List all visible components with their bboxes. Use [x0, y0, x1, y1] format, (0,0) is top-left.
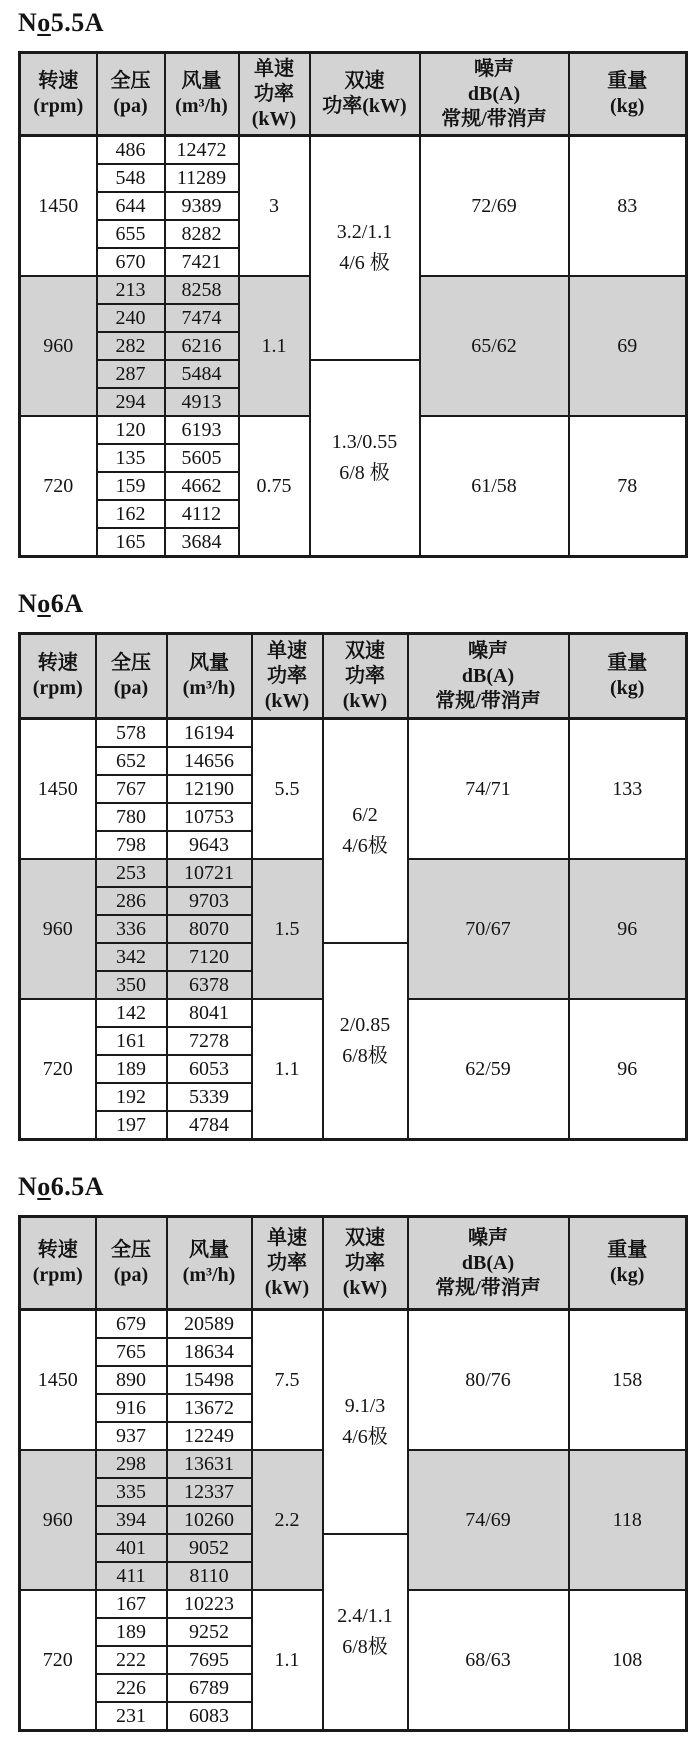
dual-power-line: 4/6极 [342, 1426, 388, 1448]
header-line: 功率(kW) [322, 95, 407, 117]
pressure-cell: 767 [96, 775, 167, 803]
title-text: N [18, 589, 38, 618]
title-text: 6A [50, 589, 84, 618]
single-power-cell: 0.75 [239, 416, 310, 557]
table-title [18, 1172, 685, 1202]
airflow-cell: 7474 [165, 304, 239, 332]
noise-cell: 70/67 [408, 859, 569, 999]
dual-power-line: 2.4/1.1 [337, 1605, 393, 1627]
pressure-cell: 197 [96, 1111, 167, 1140]
header-line: (m³/h) [175, 95, 228, 117]
single-power-cell: 1.1 [239, 276, 310, 416]
single-power-cell: 3 [239, 136, 310, 277]
airflow-cell: 4662 [165, 472, 239, 500]
dual-power-line: 6/8极 [342, 1045, 388, 1067]
rpm-cell: 960 [20, 1450, 96, 1590]
pressure-cell: 240 [97, 304, 165, 332]
airflow-cell: 9389 [165, 192, 239, 220]
header-line: 单速 [267, 1226, 307, 1249]
pressure-cell: 548 [97, 164, 165, 192]
header-line: (kg) [610, 677, 645, 699]
weight-cell: 83 [569, 136, 687, 277]
header-line: dB(A) [461, 664, 515, 687]
airflow-cell: 6789 [167, 1674, 252, 1702]
noise-cell: 80/76 [408, 1310, 569, 1451]
header-line: 双速 [345, 1226, 385, 1249]
table-row [20, 1310, 687, 1339]
spec-table [18, 1215, 688, 1732]
airflow-cell: 8041 [167, 999, 252, 1027]
header-line: 功率 [267, 1251, 307, 1274]
col-header-rpm [20, 634, 96, 719]
dual-power-line: 1.3/0.55 [331, 431, 398, 453]
col-header-pressure [97, 53, 165, 136]
airflow-cell: 15498 [167, 1366, 252, 1394]
header-line: (kg) [610, 95, 645, 117]
pressure-cell: 336 [96, 915, 167, 943]
airflow-cell: 3684 [165, 528, 239, 557]
header-line: (kW) [264, 1276, 310, 1299]
header-line: (rpm) [32, 677, 83, 699]
rpm-cell: 1450 [20, 719, 96, 860]
pressure-cell: 342 [96, 943, 167, 971]
pressure-cell: 167 [96, 1590, 167, 1618]
rpm-cell: 960 [20, 859, 96, 999]
pressure-cell: 282 [97, 332, 165, 360]
header-line: (rpm) [33, 95, 84, 117]
pressure-cell: 780 [96, 803, 167, 831]
header-line: 全压 [111, 1239, 151, 1261]
pressure-cell: 411 [96, 1562, 167, 1590]
header-line: (m³/h) [182, 677, 236, 699]
weight-cell: 118 [569, 1450, 687, 1590]
airflow-cell: 12337 [167, 1478, 252, 1506]
header-line: 重量 [607, 652, 648, 674]
header-line: 双速 [344, 70, 385, 92]
single-power-cell: 1.1 [252, 999, 323, 1140]
header-line: 噪声 [468, 639, 508, 662]
col-header-noise [408, 1217, 569, 1310]
dual-power-line: 4/6 极 [339, 252, 390, 274]
pressure-cell: 294 [97, 388, 165, 416]
pressure-cell: 222 [96, 1646, 167, 1674]
airflow-cell: 12190 [167, 775, 252, 803]
header-line: (kW) [264, 689, 310, 712]
col-header-noise [420, 53, 569, 136]
spec-table [18, 632, 688, 1141]
airflow-cell: 14656 [167, 747, 252, 775]
header-line: (kW) [342, 689, 388, 712]
header-line: 转速 [37, 1239, 78, 1261]
pressure-cell: 165 [97, 528, 165, 557]
airflow-cell: 6083 [167, 1702, 252, 1731]
rpm-cell: 720 [20, 1590, 96, 1731]
header-line: 常规/带消声 [435, 1276, 541, 1299]
col-header-dual-power [323, 1217, 408, 1310]
col-header-weight [569, 1217, 687, 1310]
single-power-cell: 5.5 [252, 719, 323, 860]
rpm-cell: 720 [20, 416, 97, 557]
airflow-cell: 4784 [167, 1111, 252, 1140]
rpm-cell: 960 [20, 276, 97, 416]
single-power-cell: 7.5 [252, 1310, 323, 1451]
header-line: 噪声 [474, 57, 514, 80]
header-row [20, 1217, 687, 1310]
col-header-pressure [96, 634, 167, 719]
pressure-cell: 670 [97, 248, 165, 276]
title-text: N [18, 8, 38, 37]
weight-cell: 133 [569, 719, 687, 860]
dual-power-cell [310, 136, 420, 361]
weight-cell: 96 [569, 859, 687, 999]
header-line: 功率 [254, 82, 294, 105]
pressure-cell: 578 [96, 719, 167, 748]
airflow-cell: 12472 [165, 136, 239, 165]
airflow-cell: 13631 [167, 1450, 252, 1478]
table-row [20, 136, 687, 165]
airflow-cell: 11289 [165, 164, 239, 192]
header-line: 功率 [345, 664, 385, 687]
dual-power-line: 6/8 极 [339, 462, 390, 484]
airflow-cell: 9052 [167, 1534, 252, 1562]
header-line: 风量 [189, 1239, 229, 1261]
pressure-cell: 162 [97, 500, 165, 528]
noise-cell: 61/58 [420, 416, 569, 557]
noise-cell: 62/59 [408, 999, 569, 1140]
airflow-cell: 10721 [167, 859, 252, 887]
title-underlined-letter: o [37, 1172, 51, 1201]
header-line: (kW) [251, 107, 297, 130]
dual-power-line: 4/6极 [342, 835, 388, 857]
title-text: 5.5A [50, 8, 105, 37]
spec-section [18, 1172, 685, 1732]
pressure-cell: 298 [96, 1450, 167, 1478]
header-line: 转速 [38, 70, 79, 92]
weight-cell: 69 [569, 276, 687, 416]
header-line: (kW) [342, 1276, 388, 1299]
airflow-cell: 13672 [167, 1394, 252, 1422]
pressure-cell: 253 [96, 859, 167, 887]
airflow-cell: 5484 [165, 360, 239, 388]
dual-power-cell [323, 943, 408, 1140]
spec-section [18, 589, 685, 1141]
noise-cell: 74/71 [408, 719, 569, 860]
header-row [20, 53, 687, 136]
col-header-single-power [252, 634, 323, 719]
col-header-dual-power [323, 634, 408, 719]
airflow-cell: 9703 [167, 887, 252, 915]
spec-table [18, 51, 688, 558]
noise-cell: 72/69 [420, 136, 569, 277]
header-line: (pa) [113, 677, 149, 699]
airflow-cell: 10223 [167, 1590, 252, 1618]
pressure-cell: 189 [96, 1055, 167, 1083]
pressure-cell: 135 [97, 444, 165, 472]
pressure-cell: 798 [96, 831, 167, 859]
pressure-cell: 226 [96, 1674, 167, 1702]
pressure-cell: 679 [96, 1310, 167, 1339]
weight-cell: 96 [569, 999, 687, 1140]
pressure-cell: 335 [96, 1478, 167, 1506]
dual-power-cell [323, 1534, 408, 1731]
pressure-cell: 890 [96, 1366, 167, 1394]
title-text: 6.5A [50, 1172, 105, 1201]
airflow-cell: 7695 [167, 1646, 252, 1674]
airflow-cell: 6193 [165, 416, 239, 444]
airflow-cell: 6053 [167, 1055, 252, 1083]
header-line: dB(A) [461, 1251, 515, 1274]
airflow-cell: 7278 [167, 1027, 252, 1055]
airflow-cell: 10260 [167, 1506, 252, 1534]
airflow-cell: 4112 [165, 500, 239, 528]
single-power-cell: 2.2 [252, 1450, 323, 1590]
airflow-cell: 18634 [167, 1338, 252, 1366]
spec-section [18, 8, 685, 558]
pressure-cell: 937 [96, 1422, 167, 1450]
header-line: (kg) [610, 1264, 645, 1286]
airflow-cell: 8070 [167, 915, 252, 943]
col-header-rpm [20, 1217, 96, 1310]
header-line: (pa) [113, 1264, 149, 1286]
col-header-weight [569, 53, 687, 136]
airflow-cell: 9643 [167, 831, 252, 859]
single-power-cell: 1.1 [252, 1590, 323, 1731]
airflow-cell: 8258 [165, 276, 239, 304]
table-title [18, 8, 685, 38]
dual-power-cell [323, 719, 408, 944]
dual-power-line: 2/0.85 [339, 1014, 391, 1036]
col-header-airflow [165, 53, 239, 136]
airflow-cell: 8282 [165, 220, 239, 248]
pressure-cell: 161 [96, 1027, 167, 1055]
noise-cell: 74/69 [408, 1450, 569, 1590]
pressure-cell: 159 [97, 472, 165, 500]
header-line: 转速 [37, 652, 78, 674]
dual-power-line: 9.1/3 [344, 1395, 386, 1417]
col-header-single-power [239, 53, 310, 136]
pressure-cell: 486 [97, 136, 165, 165]
airflow-cell: 5339 [167, 1083, 252, 1111]
header-line: (rpm) [32, 1264, 83, 1286]
airflow-cell: 6216 [165, 332, 239, 360]
pressure-cell: 120 [97, 416, 165, 444]
pressure-cell: 655 [97, 220, 165, 248]
weight-cell: 108 [569, 1590, 687, 1731]
header-line: 全压 [111, 652, 151, 674]
rpm-cell: 1450 [20, 136, 97, 277]
table-title [18, 589, 685, 619]
pressure-cell: 765 [96, 1338, 167, 1366]
header-line: dB(A) [467, 82, 521, 105]
col-header-noise [408, 634, 569, 719]
rpm-cell: 1450 [20, 1310, 96, 1451]
header-line: 噪声 [468, 1226, 508, 1249]
header-line: 常规/带消声 [441, 107, 547, 130]
header-line: (m³/h) [182, 1264, 236, 1286]
airflow-cell: 4913 [165, 388, 239, 416]
title-underlined-letter: o [37, 8, 51, 37]
header-line: 重量 [607, 70, 648, 92]
header-line: 功率 [345, 1251, 385, 1274]
airflow-cell: 7421 [165, 248, 239, 276]
pressure-cell: 213 [97, 276, 165, 304]
col-header-rpm [20, 53, 97, 136]
pressure-cell: 231 [96, 1702, 167, 1731]
pressure-cell: 286 [96, 887, 167, 915]
airflow-cell: 10753 [167, 803, 252, 831]
title-underlined-letter: o [37, 589, 51, 618]
header-line: 风量 [181, 70, 222, 92]
header-line: 常规/带消声 [435, 689, 541, 712]
noise-cell: 68/63 [408, 1590, 569, 1731]
pressure-cell: 394 [96, 1506, 167, 1534]
airflow-cell: 8110 [167, 1562, 252, 1590]
airflow-cell: 5605 [165, 444, 239, 472]
rpm-cell: 720 [20, 999, 96, 1140]
pressure-cell: 652 [96, 747, 167, 775]
col-header-airflow [167, 634, 252, 719]
pressure-cell: 401 [96, 1534, 167, 1562]
dual-power-line: 3.2/1.1 [336, 221, 393, 243]
dual-power-line: 6/8极 [342, 1636, 388, 1658]
pressure-cell: 287 [97, 360, 165, 388]
col-header-dual-power [310, 53, 420, 136]
col-header-weight [569, 634, 687, 719]
airflow-cell: 12249 [167, 1422, 252, 1450]
header-line: (pa) [113, 95, 148, 117]
header-line: 单速 [267, 639, 307, 662]
header-line: 双速 [345, 639, 385, 662]
table-row [20, 719, 687, 748]
header-row [20, 634, 687, 719]
weight-cell: 78 [569, 416, 687, 557]
airflow-cell: 20589 [167, 1310, 252, 1339]
airflow-cell: 9252 [167, 1618, 252, 1646]
dual-power-line: 6/2 [352, 804, 378, 826]
airflow-cell: 16194 [167, 719, 252, 748]
title-text: N [18, 1172, 38, 1201]
airflow-cell: 6378 [167, 971, 252, 999]
header-line: 重量 [607, 1239, 648, 1261]
pressure-cell: 350 [96, 971, 167, 999]
header-line: 单速 [254, 57, 294, 80]
pressure-cell: 142 [96, 999, 167, 1027]
col-header-pressure [96, 1217, 167, 1310]
dual-power-cell [323, 1310, 408, 1535]
header-line: 功率 [267, 664, 307, 687]
pressure-cell: 189 [96, 1618, 167, 1646]
airflow-cell: 7120 [167, 943, 252, 971]
col-header-airflow [167, 1217, 252, 1310]
single-power-cell: 1.5 [252, 859, 323, 999]
header-line: 全压 [110, 70, 151, 92]
pressure-cell: 644 [97, 192, 165, 220]
dual-power-cell [310, 360, 420, 557]
weight-cell: 158 [569, 1310, 687, 1451]
pressure-cell: 192 [96, 1083, 167, 1111]
header-line: 风量 [189, 652, 229, 674]
col-header-single-power [252, 1217, 323, 1310]
noise-cell: 65/62 [420, 276, 569, 416]
pressure-cell: 916 [96, 1394, 167, 1422]
